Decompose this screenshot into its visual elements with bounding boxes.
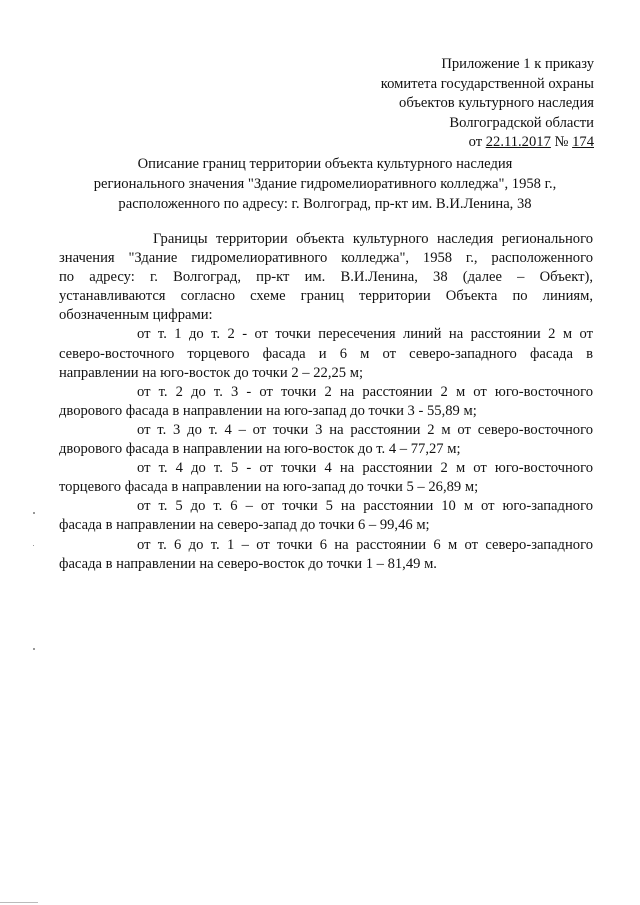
segment-line: от т. 3 до т. 4 – от точки 3 на расстоянии 2 м от северо-восточного xyxy=(137,421,593,438)
segment-line: дворового фасада в направлении на юго-запад до точки 3 - 55,89 м; xyxy=(59,402,477,419)
document-body xyxy=(59,230,593,574)
segment-line: северо-восточного торцевого фасада и 6 м от северо-западного фасада в xyxy=(59,345,593,362)
boundary-segment-4 xyxy=(59,459,593,497)
scan-speck xyxy=(33,648,35,650)
boundary-segment-2 xyxy=(59,383,593,421)
appendix-line-2: комитета государственной охраны xyxy=(380,75,594,92)
appendix-line-1: Приложение 1 к приказу xyxy=(441,56,594,72)
scan-edge-line xyxy=(0,902,38,903)
segment-line: от т. 5 до т. 6 – от точки 5 на расстоянии 10 м от юго-западного xyxy=(137,498,593,515)
boundary-segment-6 xyxy=(59,536,593,574)
intro-line: устанавливаются согласно схеме границ территории Объекта по линиям, xyxy=(59,288,593,305)
scan-speck xyxy=(33,545,34,546)
intro-paragraph xyxy=(59,230,593,325)
date-prefix: от xyxy=(468,134,486,151)
document-title xyxy=(60,155,590,214)
boundary-segment-1 xyxy=(59,325,593,382)
segment-line: от т. 4 до т. 5 - от точки 4 на расстоянии 2 м от юго-восточного xyxy=(137,460,593,477)
segment-line: направлении на юго-восток до точки 2 – 22,25 м; xyxy=(59,364,364,381)
intro-line: обозначенным цифрами: xyxy=(59,307,213,324)
intro-line: по адресу: г. Волгоград, пр-кт им. В.И.Ленина, 38 (далее – Объект), xyxy=(59,269,593,286)
order-number: 174 xyxy=(572,134,594,151)
title-line-1: Описание границ территории объекта культурного наследия xyxy=(137,156,513,172)
intro-line: Границы территории объекта культурного наследия регионального xyxy=(153,231,593,247)
title-line-2: регионального значения "Здание гидромелиоративного колледжа", 1958 г., xyxy=(93,175,557,192)
appendix-header xyxy=(381,55,594,153)
segment-line: от т. 2 до т. 3 - от точки 2 на расстоянии 2 м от юго-восточного xyxy=(137,383,593,400)
intro-line: значения "Здание гидромелиоративного колледжа", 1958 г., расположенного xyxy=(59,250,593,267)
order-date: 22.11.2017 xyxy=(485,134,551,151)
segment-line: от т. 1 до т. 2 - от точки пересечения линий на расстоянии 2 м от xyxy=(137,326,593,343)
appendix-line-3: объектов культурного наследия xyxy=(399,95,594,112)
segment-line: фасада в направлении на северо-запад до точки 6 – 99,46 м; xyxy=(59,517,430,534)
title-line-3: расположенного по адресу: г. Волгоград, пр-кт им. В.И.Ленина, 38 xyxy=(118,195,532,212)
number-sign: № xyxy=(550,134,573,151)
segment-line: дворового фасада в направлении на юго-восток до т. 4 – 77,27 м; xyxy=(59,441,461,458)
scan-speck xyxy=(33,512,35,514)
segment-line: фасада в направлении на северо-восток до точки 1 – 81,49 м. xyxy=(59,555,437,572)
segment-line: от т. 6 до т. 1 – от точки 6 на расстоянии 6 м от северо-западного xyxy=(137,536,593,553)
appendix-line-4: Волгоградской области xyxy=(449,114,594,131)
boundary-segment-5 xyxy=(59,497,593,535)
boundary-segment-3 xyxy=(59,421,593,459)
segment-line: торцевого фасада в направлении на юго-запад до точки 5 – 26,89 м; xyxy=(59,479,479,496)
appendix-date-line xyxy=(381,133,594,153)
